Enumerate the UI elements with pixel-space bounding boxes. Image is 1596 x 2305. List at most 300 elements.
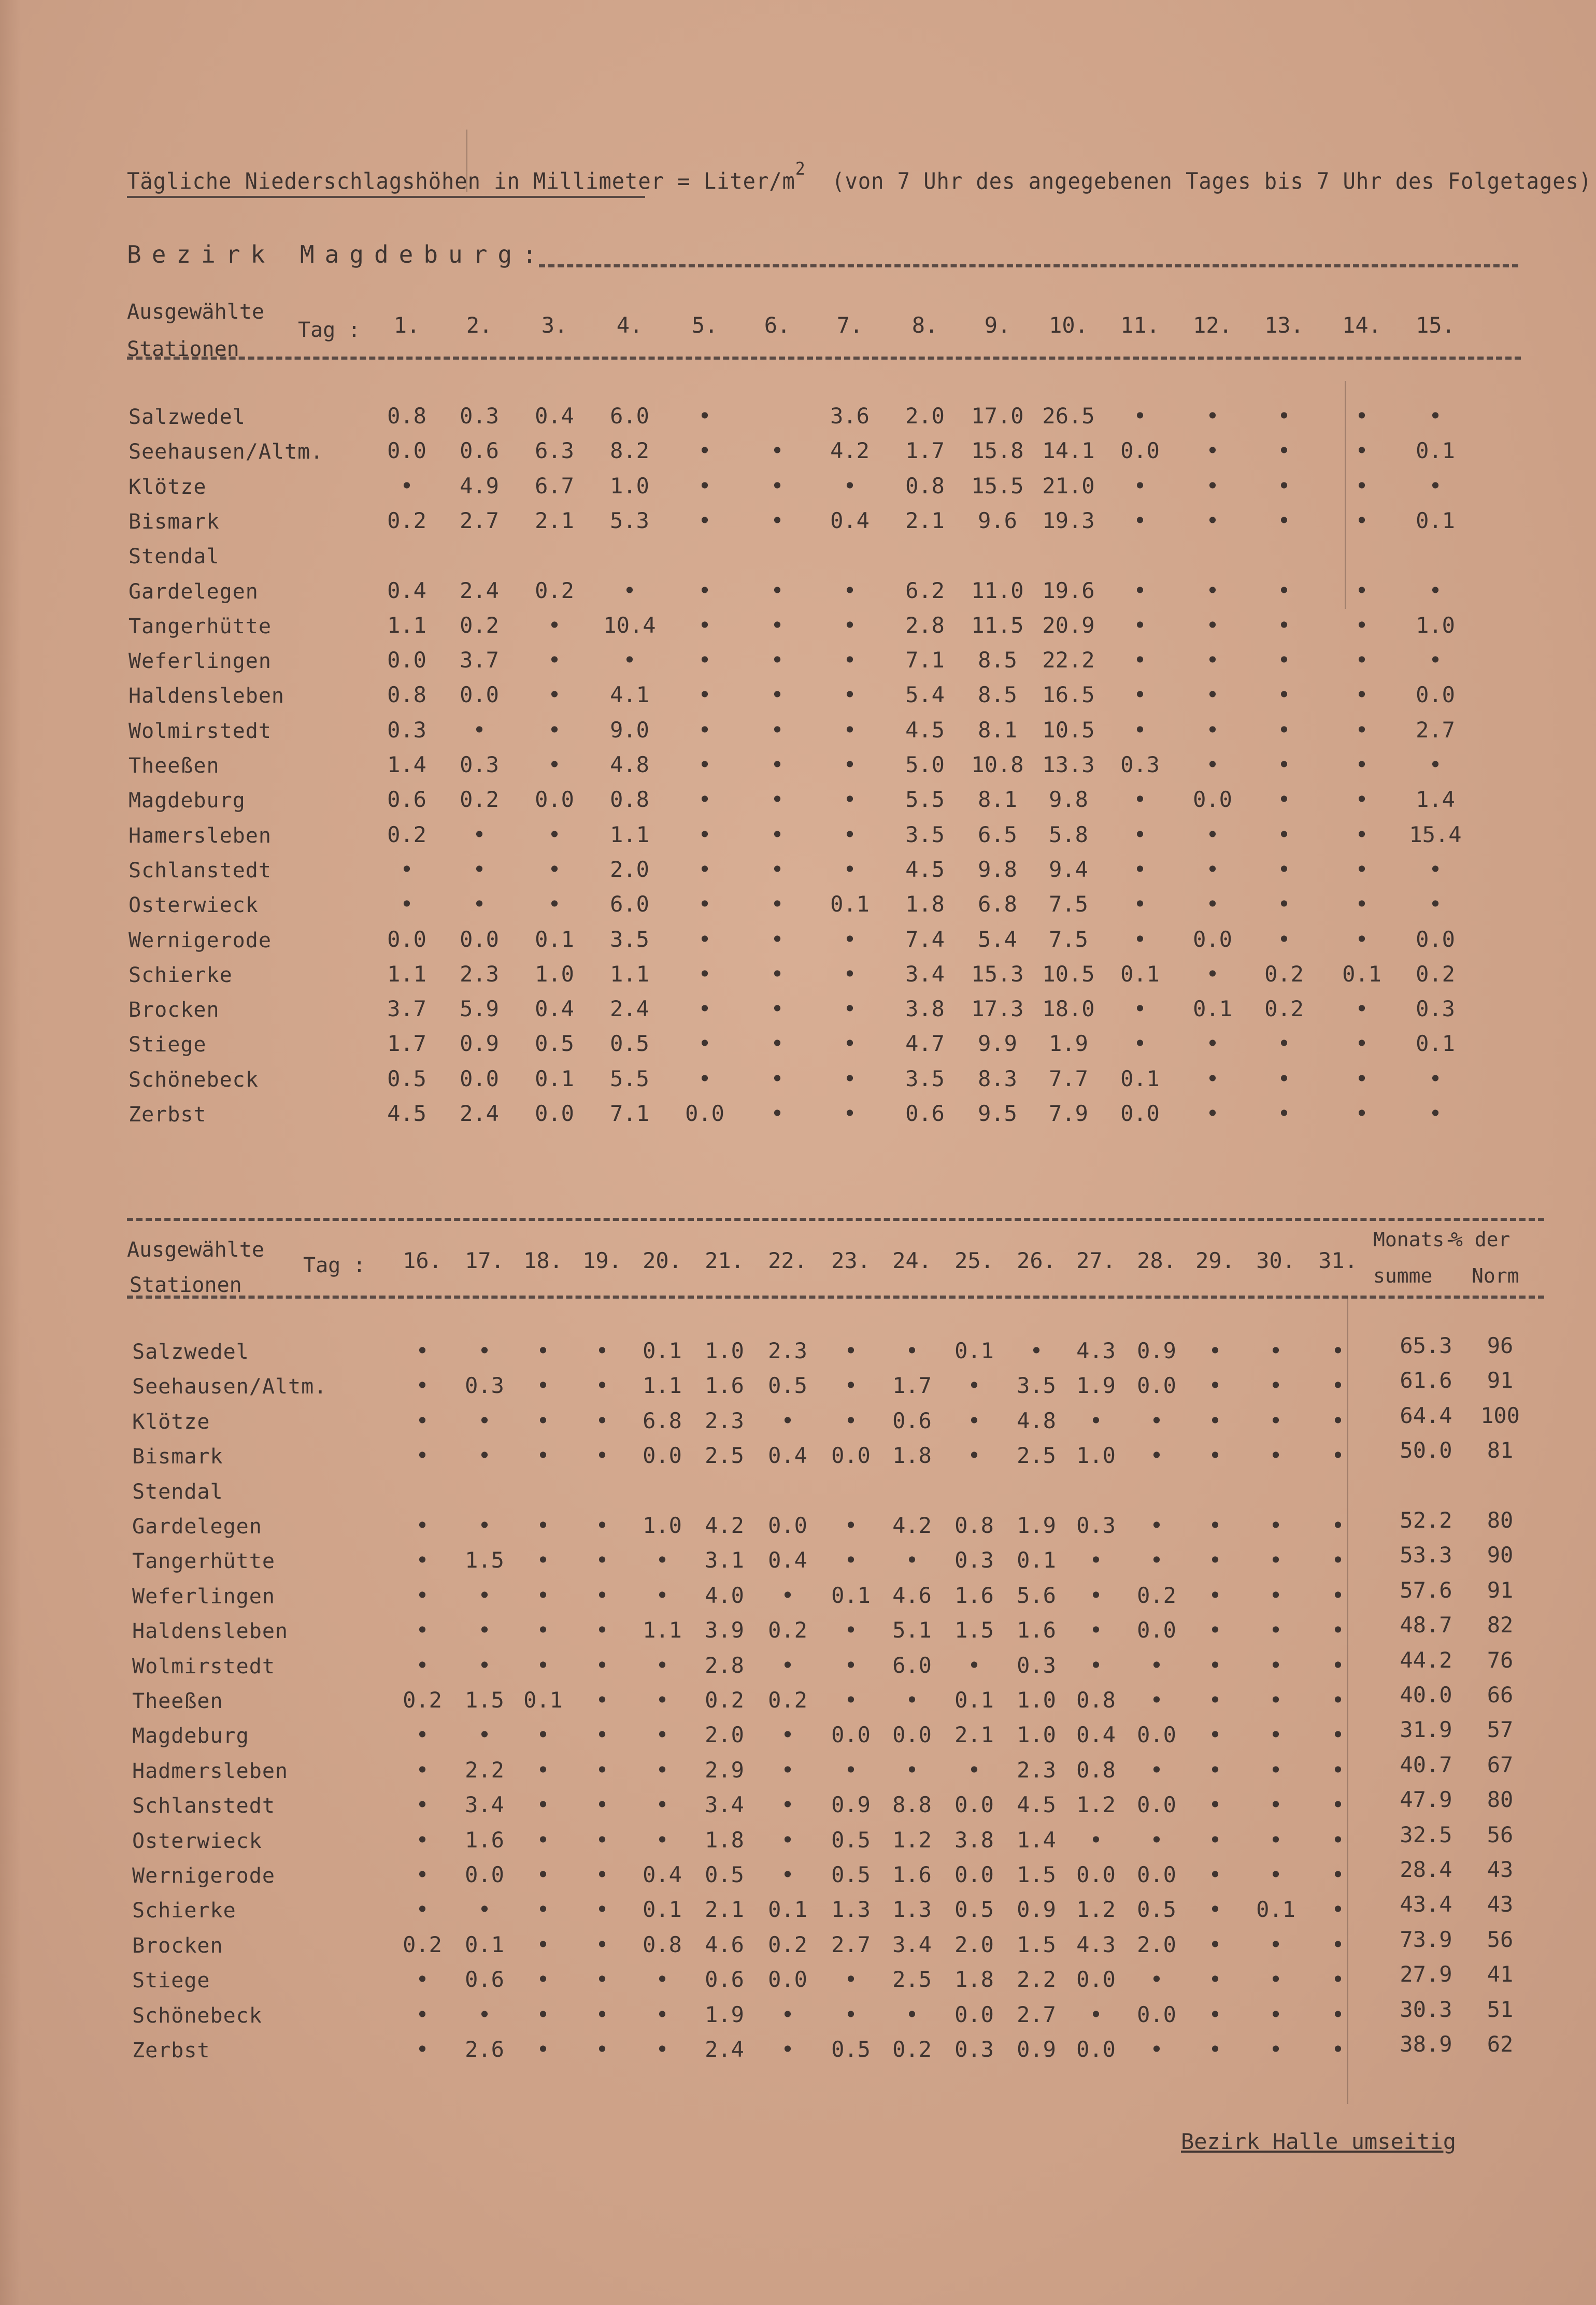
precip-value: 0.0	[1137, 1373, 1176, 1399]
precip-value: 8.5	[978, 682, 1017, 708]
day-header: 8.	[911, 312, 938, 338]
no-precip-mark: •	[1150, 1967, 1163, 1993]
day-header: 9.	[984, 312, 1011, 338]
precip-value: 0.5	[831, 1862, 871, 1887]
precip-value: 0.5	[831, 1827, 871, 1853]
no-precip-mark: •	[548, 612, 561, 638]
percent-of-norm: 51	[1487, 1996, 1514, 2022]
station-name: Zerbst	[132, 2039, 210, 2062]
no-precip-mark: •	[416, 1338, 429, 1363]
no-precip-mark: •	[416, 1373, 429, 1399]
no-precip-mark: •	[1355, 682, 1369, 708]
no-precip-mark: •	[698, 473, 711, 499]
no-precip-mark: •	[1331, 1513, 1345, 1538]
no-precip-mark: •	[1277, 612, 1291, 638]
no-precip-mark: •	[698, 507, 711, 533]
no-precip-mark: •	[698, 891, 711, 917]
monthly-sum: 53.3	[1400, 1542, 1452, 1568]
no-precip-mark: •	[781, 1792, 794, 1818]
precip-value: 10.5	[1042, 717, 1095, 743]
no-precip-mark: •	[771, 926, 784, 952]
precip-value: 0.0	[1137, 1617, 1176, 1643]
no-precip-mark: •	[1133, 926, 1147, 952]
no-precip-mark: •	[781, 1407, 794, 1433]
no-precip-mark: •	[478, 1513, 491, 1538]
no-precip-mark: •	[1269, 1967, 1282, 1993]
no-precip-mark: •	[1355, 787, 1369, 813]
no-precip-mark: •	[536, 1338, 550, 1363]
precip-value: 0.8	[643, 1931, 682, 1957]
no-precip-mark: •	[595, 1617, 609, 1643]
no-precip-mark: •	[1269, 1513, 1282, 1538]
no-precip-mark: •	[1208, 1722, 1222, 1748]
no-precip-mark: •	[1208, 1338, 1222, 1363]
no-precip-mark: •	[771, 438, 784, 464]
header-sum-line2: summe	[1373, 1264, 1433, 1287]
precip-value: 4.8	[1017, 1407, 1056, 1433]
precip-value: 0.1	[768, 1897, 807, 1923]
no-precip-mark: •	[656, 1792, 669, 1818]
no-precip-mark: •	[656, 1547, 669, 1573]
no-precip-mark: •	[416, 1582, 429, 1608]
no-precip-mark: •	[478, 1897, 491, 1923]
station-name: Stendal	[129, 545, 220, 569]
no-precip-mark: •	[656, 2001, 669, 2027]
station-name: Schierke	[129, 963, 233, 987]
no-precip-mark: •	[478, 1582, 491, 1608]
precip-value: 3.4	[465, 1792, 504, 1818]
no-precip-mark: •	[905, 1547, 919, 1573]
no-precip-mark: •	[1355, 507, 1369, 533]
no-precip-mark: •	[595, 2001, 609, 2027]
precip-value: 3.4	[705, 1792, 744, 1818]
header-sum-line1: Monats-	[1373, 1228, 1457, 1251]
precip-value: 0.9	[1017, 1897, 1056, 1923]
no-precip-mark: •	[1208, 1862, 1222, 1887]
no-precip-mark: •	[843, 647, 857, 673]
precip-value: 0.1	[1120, 961, 1160, 987]
no-precip-mark: •	[1277, 507, 1291, 533]
no-precip-mark: •	[1089, 1827, 1103, 1853]
precip-value: 1.6	[1017, 1617, 1056, 1643]
no-precip-mark: •	[1355, 752, 1369, 777]
precip-value: 0.0	[1137, 2001, 1176, 2027]
title-superscript: 2	[795, 159, 806, 179]
monthly-sum: 30.3	[1400, 1996, 1452, 2022]
no-precip-mark: •	[1206, 717, 1219, 743]
day-header: 22.	[768, 1248, 807, 1273]
no-precip-mark: •	[843, 787, 857, 813]
precip-value: 2.6	[465, 2037, 504, 2062]
no-precip-mark: •	[595, 1931, 609, 1957]
district-heading: Bezirk Magdeburg:	[127, 240, 547, 268]
no-precip-mark: •	[698, 961, 711, 987]
no-precip-mark: •	[595, 1407, 609, 1433]
precip-value: 0.1	[643, 1338, 682, 1363]
no-precip-mark: •	[1206, 1065, 1219, 1091]
precip-value: 0.5	[535, 1031, 574, 1057]
precip-value: 0.2	[403, 1931, 442, 1957]
day-header: 21.	[705, 1248, 744, 1273]
no-precip-mark: •	[1208, 1407, 1222, 1433]
precip-value: 0.6	[465, 1967, 504, 1993]
no-precip-mark: •	[1331, 1757, 1345, 1783]
no-precip-mark: •	[1208, 2037, 1222, 2062]
no-precip-mark: •	[844, 1547, 858, 1573]
station-name: Brocken	[132, 1933, 223, 1958]
no-precip-mark: •	[1355, 856, 1369, 882]
no-precip-mark: •	[416, 1652, 429, 1678]
no-precip-mark: •	[844, 2001, 858, 2027]
no-precip-mark: •	[1331, 1722, 1345, 1748]
no-precip-mark: •	[781, 1862, 794, 1887]
station-name: Salzwedel	[132, 1340, 249, 1364]
precip-value: 0.0	[768, 1967, 807, 1993]
precip-value: 9.4	[1049, 856, 1088, 882]
no-precip-mark: •	[1429, 1065, 1442, 1091]
precip-value: 0.3	[460, 403, 499, 429]
precip-value: 0.1	[1416, 1031, 1455, 1057]
no-precip-mark: •	[771, 1031, 784, 1057]
no-precip-mark: •	[771, 577, 784, 603]
no-precip-mark: •	[771, 961, 784, 987]
no-precip-mark: •	[595, 1827, 609, 1853]
precip-value: 6.0	[892, 1652, 932, 1678]
precip-value: 7.1	[610, 1101, 649, 1126]
no-precip-mark: •	[656, 1687, 669, 1713]
header-station-line2: Stationen	[127, 337, 239, 361]
no-precip-mark: •	[1277, 1065, 1291, 1091]
day-header: 24.	[892, 1248, 932, 1273]
no-precip-mark: •	[536, 1617, 550, 1643]
station-name: Tangerhütte	[129, 614, 272, 638]
no-precip-mark: •	[1355, 1031, 1369, 1057]
no-precip-mark: •	[844, 1687, 858, 1713]
no-precip-mark: •	[843, 752, 857, 777]
no-precip-mark: •	[1208, 2001, 1222, 2027]
monthly-sum: 61.6	[1400, 1368, 1452, 1393]
no-precip-mark: •	[1277, 717, 1291, 743]
precip-value: 1.5	[954, 1617, 994, 1643]
precip-value: 0.0	[387, 926, 426, 952]
no-precip-mark: •	[1331, 1407, 1345, 1433]
no-precip-mark: •	[771, 821, 784, 847]
precip-value: 2.0	[705, 1722, 744, 1748]
no-precip-mark: •	[1269, 1443, 1282, 1469]
no-precip-mark: •	[771, 996, 784, 1022]
no-precip-mark: •	[1355, 996, 1369, 1022]
header-station-line1: Ausgewählte	[127, 1238, 264, 1262]
no-precip-mark: •	[595, 1582, 609, 1608]
no-precip-mark: •	[1269, 1687, 1282, 1713]
no-precip-mark: •	[771, 787, 784, 813]
precip-value: 0.0	[460, 682, 499, 708]
precip-value: 0.2	[892, 2037, 932, 2062]
no-precip-mark: •	[595, 1443, 609, 1469]
no-precip-mark: •	[1133, 996, 1147, 1022]
day-header: 4.	[616, 312, 643, 338]
precip-value: 0.0	[768, 1513, 807, 1538]
precip-value: 0.5	[610, 1031, 649, 1057]
station-name: Tangerhütte	[132, 1549, 275, 1574]
precip-value: 2.2	[465, 1757, 504, 1783]
percent-of-norm: 56	[1487, 1822, 1514, 1847]
precip-value: 1.3	[892, 1897, 932, 1923]
precip-value: 3.8	[905, 996, 945, 1022]
no-precip-mark: •	[548, 682, 561, 708]
precip-value: 0.3	[954, 1547, 994, 1573]
precip-value: 0.3	[1120, 752, 1160, 777]
precip-value: 6.8	[643, 1407, 682, 1433]
day-header: 31.	[1318, 1248, 1358, 1273]
day-header: 26.	[1017, 1248, 1056, 1273]
precip-value: 1.0	[535, 961, 574, 987]
no-precip-mark: •	[781, 2037, 794, 2062]
precip-value: 2.3	[768, 1338, 807, 1363]
precip-value: 2.8	[905, 612, 945, 638]
no-precip-mark: •	[1277, 577, 1291, 603]
no-precip-mark: •	[843, 612, 857, 638]
no-precip-mark: •	[1269, 1722, 1282, 1748]
precip-value: 0.1	[535, 926, 574, 952]
no-precip-mark: •	[548, 891, 561, 917]
no-precip-mark: •	[1331, 1827, 1345, 1853]
no-precip-mark: •	[843, 821, 857, 847]
no-precip-mark: •	[843, 1101, 857, 1126]
precip-value: 0.4	[768, 1547, 807, 1573]
precip-value: 3.5	[905, 1065, 945, 1091]
percent-of-norm: 91	[1487, 1368, 1514, 1393]
no-precip-mark: •	[478, 1338, 491, 1363]
no-precip-mark: •	[1269, 1792, 1282, 1818]
title-main: Tägliche Niederschlagshöhen in Millimeter = Liter/m	[127, 168, 795, 195]
precip-value: 0.1	[1416, 438, 1455, 464]
station-name: Osterwieck	[129, 893, 259, 918]
no-precip-mark: •	[844, 1513, 858, 1538]
precip-value: 1.9	[1049, 1031, 1088, 1057]
no-precip-mark: •	[1269, 2001, 1282, 2027]
precip-value: 2.7	[831, 1931, 871, 1957]
no-precip-mark: •	[595, 1687, 609, 1713]
no-precip-mark: •	[1429, 403, 1442, 429]
no-precip-mark: •	[1089, 1407, 1103, 1433]
station-name: Bismark	[132, 1445, 223, 1469]
percent-of-norm: 80	[1487, 1507, 1514, 1533]
monthly-sum: 73.9	[1400, 1926, 1452, 1952]
no-precip-mark: •	[967, 1757, 981, 1783]
precip-value: 0.0	[387, 647, 426, 673]
no-precip-mark: •	[416, 2037, 429, 2062]
no-precip-mark: •	[1277, 647, 1291, 673]
precip-value: 0.0	[535, 1101, 574, 1126]
precip-value: 3.9	[705, 1617, 744, 1643]
no-precip-mark: •	[1331, 1792, 1345, 1818]
precip-value: 7.5	[1049, 926, 1088, 952]
precip-value: 0.0	[1076, 2037, 1116, 2062]
precip-value: 0.5	[768, 1373, 807, 1399]
no-precip-mark: •	[595, 1967, 609, 1993]
station-name: Klötze	[132, 1410, 210, 1434]
precip-value: 6.5	[978, 821, 1017, 847]
no-precip-mark: •	[1208, 1897, 1222, 1923]
precip-value: 0.6	[705, 1967, 744, 1993]
no-precip-mark: •	[478, 1652, 491, 1678]
no-precip-mark: •	[1429, 647, 1442, 673]
precip-value: 0.0	[685, 1101, 724, 1126]
precip-value: 0.6	[892, 1407, 932, 1433]
precip-value: 0.2	[768, 1687, 807, 1713]
no-precip-mark: •	[1133, 403, 1147, 429]
precip-value: 0.8	[387, 403, 426, 429]
no-precip-mark: •	[473, 891, 486, 917]
monthly-sum: 47.9	[1400, 1787, 1452, 1813]
precip-value: 0.4	[535, 996, 574, 1022]
percent-of-norm: 66	[1487, 1682, 1514, 1708]
precip-value: 3.7	[460, 647, 499, 673]
no-precip-mark: •	[1150, 2037, 1163, 2062]
precip-value: 0.2	[1416, 961, 1455, 987]
station-name: Brocken	[129, 998, 220, 1022]
precip-value: 6.8	[978, 891, 1017, 917]
no-precip-mark: •	[1355, 926, 1369, 952]
no-precip-mark: •	[698, 1065, 711, 1091]
precip-value: 0.0	[1076, 1967, 1116, 1993]
precip-value: 2.4	[460, 577, 499, 603]
precip-value: 2.5	[705, 1443, 744, 1469]
no-precip-mark: •	[1206, 1031, 1219, 1057]
no-precip-mark: •	[1331, 1967, 1345, 1993]
no-precip-mark: •	[771, 891, 784, 917]
margin-line	[1345, 381, 1346, 609]
no-precip-mark: •	[1133, 682, 1147, 708]
monthly-sum: 32.5	[1400, 1822, 1452, 1847]
monthly-sum: 38.9	[1400, 2031, 1452, 2057]
no-precip-mark: •	[1331, 1931, 1345, 1957]
no-precip-mark: •	[1208, 1827, 1222, 1853]
no-precip-mark: •	[1030, 1338, 1043, 1363]
precip-value: 3.4	[892, 1931, 932, 1957]
precip-value: 0.1	[830, 891, 870, 917]
no-precip-mark: •	[1277, 821, 1291, 847]
no-precip-mark: •	[1277, 787, 1291, 813]
no-precip-mark: •	[1277, 438, 1291, 464]
precip-value: 26.5	[1042, 403, 1095, 429]
no-precip-mark: •	[781, 1757, 794, 1783]
precip-value: 0.3	[387, 717, 426, 743]
precip-value: 0.1	[643, 1897, 682, 1923]
precip-value: 0.3	[1076, 1513, 1116, 1538]
precip-value: 0.4	[830, 507, 870, 533]
precip-value: 2.0	[1137, 1931, 1176, 1957]
no-precip-mark: •	[536, 1757, 550, 1783]
precip-value: 1.7	[905, 438, 945, 464]
precip-value: 10.8	[971, 752, 1024, 777]
precip-value: 5.3	[610, 507, 649, 533]
no-precip-mark: •	[416, 2001, 429, 2027]
day-header: 25.	[954, 1248, 994, 1273]
no-precip-mark: •	[844, 1373, 858, 1399]
no-precip-mark: •	[1208, 1373, 1222, 1399]
no-precip-mark: •	[536, 1792, 550, 1818]
precip-value: 0.4	[643, 1862, 682, 1887]
no-precip-mark: •	[1355, 821, 1369, 847]
precip-value: 4.8	[610, 752, 649, 777]
precip-value: 0.0	[1120, 438, 1160, 464]
no-precip-mark: •	[967, 1373, 981, 1399]
no-precip-mark: •	[1206, 612, 1219, 638]
precip-value: 1.0	[1076, 1443, 1116, 1469]
precip-value: 7.1	[905, 647, 945, 673]
no-precip-mark: •	[1277, 856, 1291, 882]
no-precip-mark: •	[536, 1547, 550, 1573]
precip-value: 0.0	[831, 1443, 871, 1469]
monthly-sum: 27.9	[1400, 1961, 1452, 1987]
no-precip-mark: •	[1429, 577, 1442, 603]
precip-value: 0.8	[610, 787, 649, 813]
no-precip-mark: •	[1208, 1443, 1222, 1469]
no-precip-mark: •	[416, 1792, 429, 1818]
no-precip-mark: •	[1331, 1547, 1345, 1573]
station-name: Gardelegen	[129, 579, 259, 604]
no-precip-mark: •	[698, 682, 711, 708]
station-name: Schönebeck	[129, 1068, 259, 1092]
precip-value: 0.1	[954, 1338, 994, 1363]
no-precip-mark: •	[416, 1443, 429, 1469]
no-precip-mark: •	[416, 1862, 429, 1887]
precip-value: 0.0	[1416, 926, 1455, 952]
no-precip-mark: •	[1269, 2037, 1282, 2062]
precip-value: 1.1	[387, 961, 426, 987]
no-precip-mark: •	[905, 1757, 919, 1783]
no-precip-mark: •	[967, 1443, 981, 1469]
no-precip-mark: •	[473, 717, 486, 743]
no-precip-mark: •	[1150, 1827, 1163, 1853]
precip-value: 2.0	[905, 403, 945, 429]
precip-value: 1.0	[643, 1513, 682, 1538]
precip-value: 14.1	[1042, 438, 1095, 464]
percent-of-norm: 90	[1487, 1542, 1514, 1568]
no-precip-mark: •	[781, 1582, 794, 1608]
no-precip-mark: •	[1133, 1031, 1147, 1057]
monthly-sum: 52.2	[1400, 1507, 1452, 1533]
no-precip-mark: •	[548, 752, 561, 777]
precip-value: 0.1	[1017, 1547, 1056, 1573]
no-precip-mark: •	[416, 1407, 429, 1433]
precip-value: 0.2	[387, 821, 426, 847]
no-precip-mark: •	[656, 1757, 669, 1783]
no-precip-mark: •	[844, 1967, 858, 1993]
no-precip-mark: •	[416, 1722, 429, 1748]
precip-value: 9.9	[978, 1031, 1017, 1057]
no-precip-mark: •	[1269, 1931, 1282, 1957]
precip-value: 0.0	[535, 787, 574, 813]
no-precip-mark: •	[1277, 891, 1291, 917]
no-precip-mark: •	[1355, 1101, 1369, 1126]
precip-value: 9.6	[978, 507, 1017, 533]
precip-value: 7.7	[1049, 1065, 1088, 1091]
precip-value: 0.8	[1076, 1687, 1116, 1713]
percent-of-norm: 81	[1487, 1438, 1514, 1463]
day-header: 28.	[1137, 1248, 1176, 1273]
no-precip-mark: •	[595, 2037, 609, 2062]
precip-value: 15.5	[971, 473, 1024, 499]
no-precip-mark: •	[1331, 1687, 1345, 1713]
precip-value: 0.3	[1416, 996, 1455, 1022]
no-precip-mark: •	[416, 1757, 429, 1783]
percent-of-norm: 82	[1487, 1612, 1514, 1638]
precip-value: 2.5	[892, 1967, 932, 1993]
day-header: 18.	[523, 1248, 563, 1273]
